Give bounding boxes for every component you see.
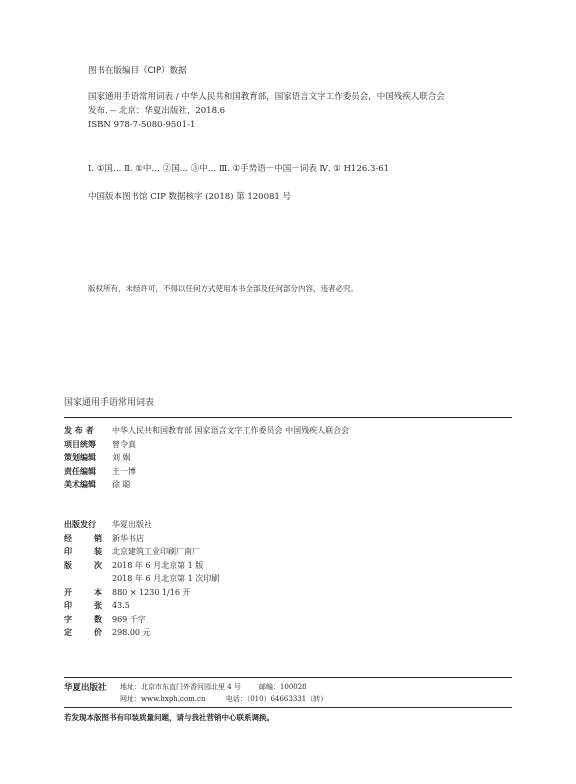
- credit-row: [64, 465, 524, 479]
- footer-publisher: 华夏出版社: [64, 683, 107, 693]
- credit-row: [64, 451, 524, 465]
- pub-info-row: [64, 626, 524, 640]
- cip-number: 中国版本图书馆 CIP 数据核字 (2018) 第 120081 号: [88, 192, 292, 202]
- cip-isbn: ISBN 978-7-5080-9501-1: [88, 120, 196, 130]
- cip-description-line2: 发布. -- 北京：华夏出版社，2018.6: [88, 106, 226, 116]
- book-title: 国家通用手语常用词表: [64, 398, 155, 408]
- quality-notice: 若发现本版图书有印装质量问题，请与我社营销中心联系调换。: [64, 713, 274, 722]
- credit-row-label: 策划编辑: [64, 453, 96, 463]
- publication-info-list: [64, 518, 524, 640]
- pub-info-row-value: 华夏出版社: [112, 520, 152, 530]
- footer-line2: [120, 694, 327, 704]
- credit-row: [64, 478, 524, 492]
- pub-info-row-value: 2018 年 6 月北京第 1 版: [112, 560, 204, 570]
- footer-line1: [64, 681, 307, 693]
- credit-row-value: 王一博: [112, 466, 136, 476]
- pub-info-row-label: 印 装: [64, 547, 102, 557]
- pub-info-row: [64, 518, 524, 532]
- credit-row-value: 中华人民共和国教育部 国家语言文字工作委员会 中国残疾人联合会: [112, 426, 350, 436]
- credit-row-label: 发 布 者: [64, 426, 94, 436]
- pub-info-row-label: 版 次: [64, 560, 102, 570]
- cip-block: [88, 64, 528, 204]
- cip-heading: 图书在版编目（CIP）数据: [88, 66, 187, 76]
- pub-info-row-label: 字 数: [64, 614, 102, 624]
- pub-info-row-label: 开 本: [64, 587, 102, 597]
- pub-info-row: [64, 613, 524, 627]
- divider-top: [64, 417, 512, 418]
- footer-postcode: 邮编：100028: [258, 683, 307, 691]
- footer-phone: 电话：（010）64663331（转）: [225, 695, 328, 703]
- pub-info-row: [64, 586, 524, 600]
- pub-info-row-label: 定 价: [64, 628, 102, 638]
- pub-info-row-label: 印 张: [64, 601, 102, 611]
- pub-info-row: [64, 572, 524, 586]
- pub-info-row: [64, 559, 524, 573]
- pub-info-row: [64, 599, 524, 613]
- credit-row-value: 徐 聪: [112, 480, 131, 490]
- credit-row-value: 曾令真: [112, 439, 136, 449]
- pub-info-row-value: 北京建筑工业印刷厂南厂: [112, 547, 200, 557]
- pub-info-row-value: 298.00 元: [112, 628, 151, 638]
- credit-row-label: 美术编辑: [64, 480, 96, 490]
- pub-info-row-value: 880 × 1230 1/16 开: [112, 587, 191, 597]
- pub-info-row-label: 经 销: [64, 533, 102, 543]
- credits-list: [64, 424, 524, 492]
- divider-footer-top: [64, 677, 512, 678]
- divider-footer-bottom: [64, 707, 512, 708]
- credit-row: [64, 424, 524, 438]
- pub-info-row-value: 43.5: [112, 601, 130, 611]
- pub-info-row: [64, 532, 524, 546]
- credit-row-label: 责任编辑: [64, 466, 96, 476]
- footer-address: 地址：北京市东直门外香河园北里 4 号: [120, 683, 241, 691]
- credit-row: [64, 438, 524, 452]
- pub-info-row-label: 出版发行: [64, 520, 96, 530]
- pub-info-row-value: 2018 年 6 月北京第 1 次印刷: [112, 574, 220, 584]
- cip-description-line1: 国家通用手语常用词表 / 中华人民共和国教育部，国家语言文字工作委员会，中国残疾人联合会: [88, 92, 445, 102]
- credit-row-label: 项目统筹: [64, 439, 96, 449]
- credit-row-value: 刘 娲: [112, 453, 131, 463]
- copyright-notice: 版权所有，未经许可，不得以任何方式使用本书全部及任何部分内容，违者必究。: [88, 284, 358, 293]
- footer-website: 网址：www.hxph.com.cn: [120, 695, 206, 703]
- pub-info-row: [64, 545, 524, 559]
- pub-info-row-value: 新华书店: [112, 533, 144, 543]
- pub-info-row-value: 969 千字: [112, 614, 146, 624]
- cip-classification: Ⅰ. ①国… Ⅱ. ①中… ②国… ③中… Ⅲ. ①手势语－中国－词表 Ⅳ. ① H126.3-61: [88, 164, 390, 174]
